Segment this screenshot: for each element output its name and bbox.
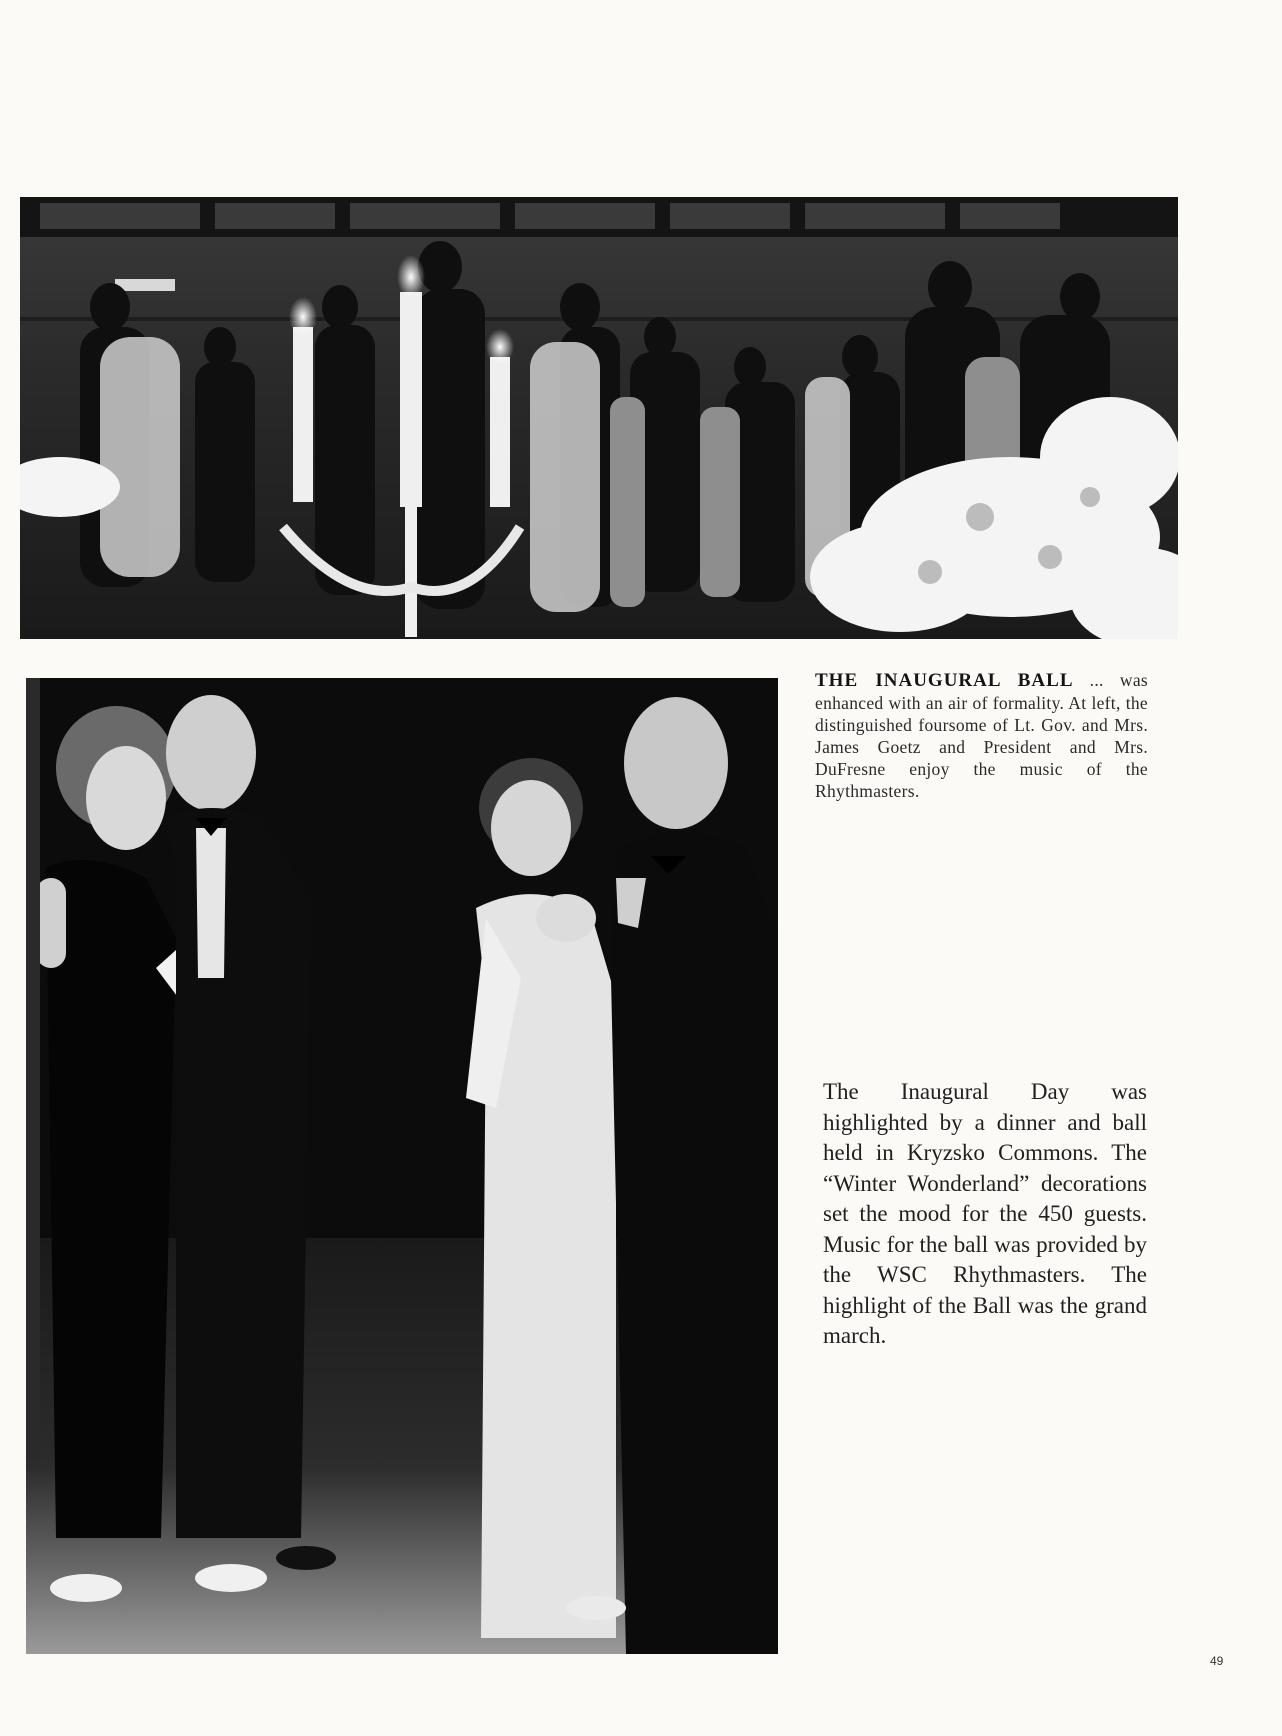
two-couples-dancing-photo bbox=[26, 678, 778, 1654]
ballroom-dancing-illustration bbox=[20, 197, 1178, 639]
caption-text: ... was enhanced with an air of formality. At left, the distinguished foursome of Lt. Gov. and Mrs. James Goetz and President and Mrs. DuFresne enjoy the music of the Rhythmasters. bbox=[815, 670, 1148, 801]
two-couples-dancing-illustration bbox=[26, 678, 778, 1654]
body-paragraph: The Inaugural Day was highlighted by a dinner and ball held in Kryzsko Commons. The “Winter Wonderland” decorations set the mood for the 450 guests. Music for the ball was provided by the WSC Rhythmasters. The highlight of the Ball was the grand march. bbox=[823, 1079, 1147, 1348]
photo-caption bbox=[815, 669, 1148, 802]
ballroom-dancing-photo bbox=[20, 197, 1178, 639]
page-number: 49 bbox=[1210, 1654, 1224, 1668]
caption-title: THE INAUGURAL BALL bbox=[815, 670, 1074, 691]
